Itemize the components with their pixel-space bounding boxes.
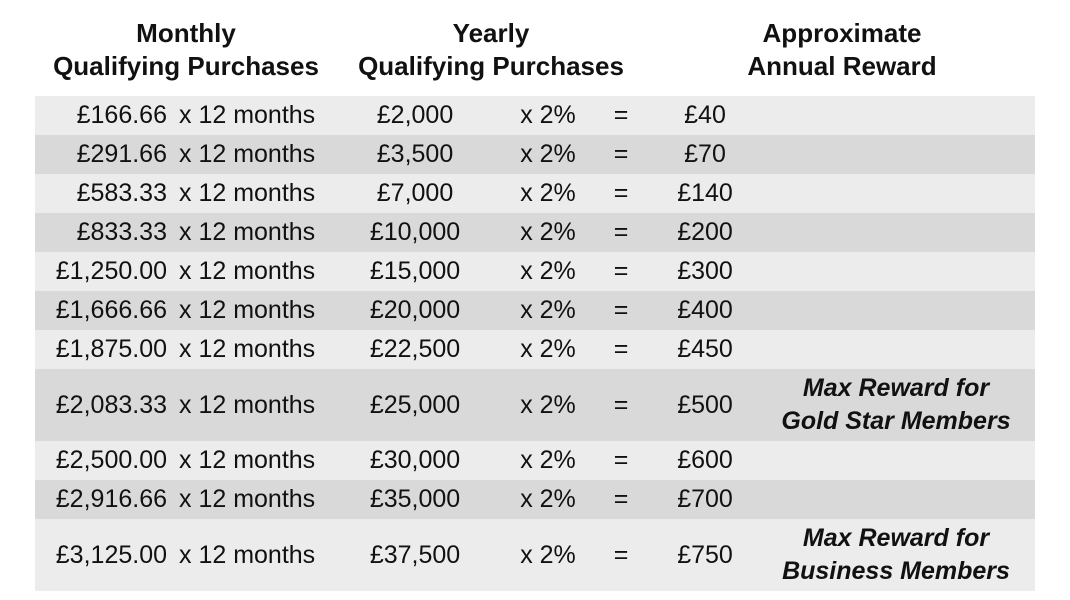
annual-reward: £300: [677, 257, 733, 285]
monthly-amount: £166.66: [76, 101, 167, 129]
yearly-amount: £15,000: [369, 257, 461, 285]
months-multiplier: x 12 months: [179, 257, 316, 285]
annual-reward: £500: [677, 390, 733, 419]
equals-sign: =: [613, 179, 629, 207]
max-reward-note-line: Business Members: [782, 557, 1010, 585]
yearly-amount: £25,000: [369, 390, 461, 419]
max-reward-note: [761, 519, 1031, 591]
yearly-amount: £37,500: [369, 540, 461, 569]
months-multiplier: x 12 months: [179, 390, 316, 419]
months-multiplier: x 12 months: [179, 179, 316, 207]
months-multiplier: x 12 months: [179, 540, 316, 569]
equals-sign: =: [613, 485, 629, 513]
table-row: [35, 480, 1035, 519]
equals-sign: =: [613, 540, 629, 569]
table-row: [35, 96, 1035, 135]
reward-rate: x 2%: [520, 179, 576, 207]
header-yearly-line-1: Yearly: [452, 18, 530, 48]
monthly-amount: £833.33: [76, 218, 167, 246]
monthly-amount: £1,666.66: [55, 296, 167, 324]
reward-rate: x 2%: [520, 335, 576, 363]
monthly-amount: £1,875.00: [55, 335, 167, 363]
annual-reward: £200: [677, 218, 733, 246]
yearly-amount: £3,500: [376, 140, 454, 168]
header-monthly-line-2: Qualifying Purchases: [53, 51, 319, 81]
header-monthly-purchases: [36, 17, 336, 83]
equals-sign: =: [613, 140, 629, 168]
months-multiplier: x 12 months: [179, 485, 316, 513]
equals-sign: =: [613, 296, 629, 324]
table-row: [35, 291, 1035, 330]
annual-reward: £70: [684, 140, 726, 168]
monthly-amount: £1,250.00: [55, 257, 167, 285]
reward-rate: x 2%: [520, 446, 576, 474]
monthly-amount: £291.66: [76, 140, 167, 168]
months-multiplier: x 12 months: [179, 446, 316, 474]
annual-reward: £750: [677, 540, 733, 569]
monthly-amount: £3,125.00: [55, 540, 167, 569]
monthly-amount: £2,916.66: [55, 485, 167, 513]
header-reward-line-2: Annual Reward: [747, 51, 937, 81]
annual-reward: £140: [677, 179, 733, 207]
months-multiplier: x 12 months: [179, 335, 316, 363]
months-multiplier: x 12 months: [179, 218, 316, 246]
reward-rate: x 2%: [520, 140, 576, 168]
reward-rate: x 2%: [520, 257, 576, 285]
yearly-amount: £20,000: [369, 296, 461, 324]
table-row: [35, 441, 1035, 480]
monthly-amount: £583.33: [76, 179, 167, 207]
table-row: [35, 519, 1035, 591]
table-row: [35, 369, 1035, 441]
rewards-table: [35, 96, 1035, 591]
table-row: [35, 213, 1035, 252]
max-reward-note: [761, 369, 1031, 441]
annual-reward: £400: [677, 296, 733, 324]
monthly-amount: £2,083.33: [55, 390, 167, 419]
table-row: [35, 252, 1035, 291]
max-reward-note-line: Gold Star Members: [781, 407, 1011, 435]
table-header: [0, 17, 1070, 87]
annual-reward: £40: [684, 101, 726, 129]
yearly-amount: £2,000: [376, 101, 454, 129]
max-reward-note-line: Max Reward for: [802, 374, 990, 402]
header-annual-reward: [712, 17, 972, 83]
reward-rate: x 2%: [520, 390, 576, 419]
reward-rate: x 2%: [520, 296, 576, 324]
header-reward-line-1: Approximate: [762, 18, 922, 48]
equals-sign: =: [613, 101, 629, 129]
monthly-amount: £2,500.00: [55, 446, 167, 474]
months-multiplier: x 12 months: [179, 101, 316, 129]
equals-sign: =: [613, 446, 629, 474]
reward-rate: x 2%: [520, 218, 576, 246]
reward-rate: x 2%: [520, 101, 576, 129]
yearly-amount: £35,000: [369, 485, 461, 513]
yearly-amount: £10,000: [369, 218, 461, 246]
equals-sign: =: [613, 335, 629, 363]
months-multiplier: x 12 months: [179, 296, 316, 324]
header-yearly-line-2: Qualifying Purchases: [358, 51, 624, 81]
equals-sign: =: [613, 390, 629, 419]
annual-reward: £600: [677, 446, 733, 474]
reward-rate: x 2%: [520, 485, 576, 513]
table-row: [35, 135, 1035, 174]
equals-sign: =: [613, 257, 629, 285]
reward-rate: x 2%: [520, 540, 576, 569]
yearly-amount: £30,000: [369, 446, 461, 474]
header-monthly-line-1: Monthly: [136, 18, 236, 48]
yearly-amount: £22,500: [369, 335, 461, 363]
months-multiplier: x 12 months: [179, 140, 316, 168]
table-row: [35, 330, 1035, 369]
table-row: [35, 174, 1035, 213]
header-yearly-purchases: [346, 17, 636, 83]
max-reward-note-line: Max Reward for: [802, 524, 990, 552]
annual-reward: £450: [677, 335, 733, 363]
yearly-amount: £7,000: [376, 179, 454, 207]
annual-reward: £700: [677, 485, 733, 513]
equals-sign: =: [613, 218, 629, 246]
